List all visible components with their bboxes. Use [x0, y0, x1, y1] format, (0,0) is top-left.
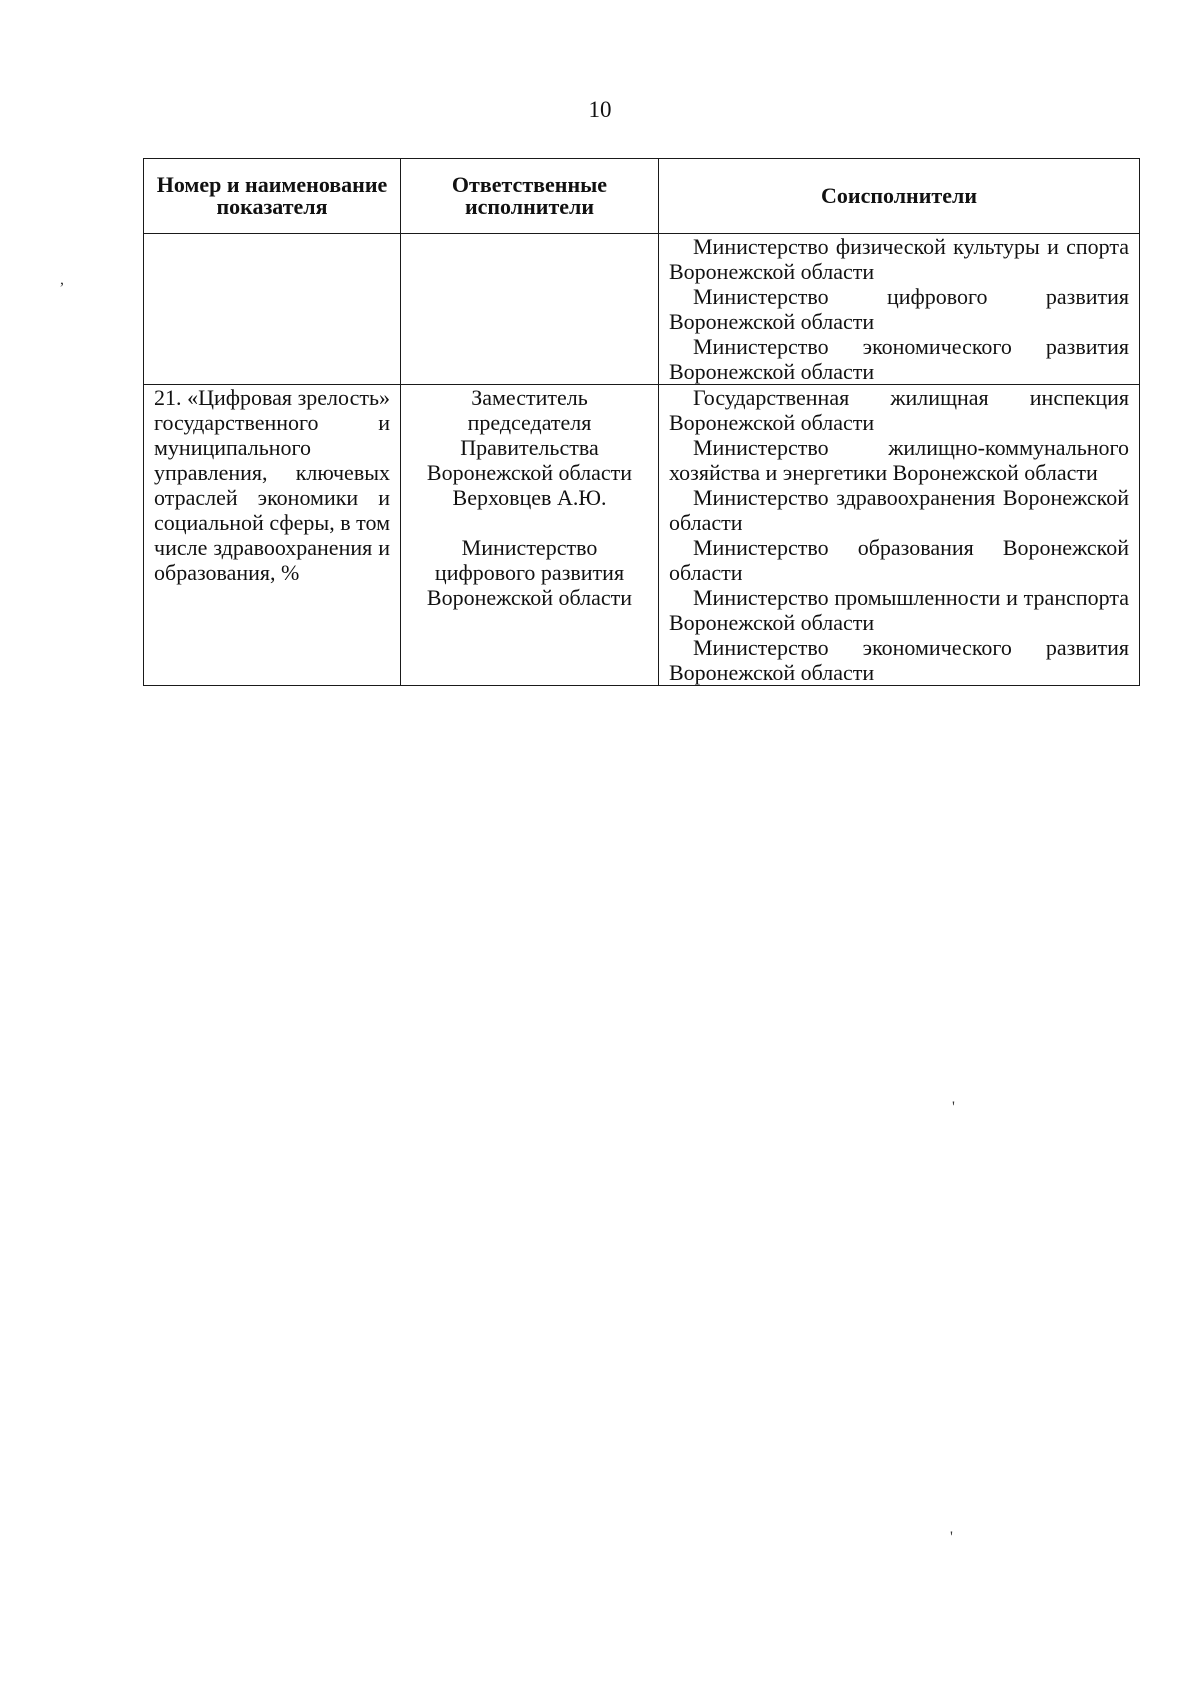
- table-header-row: [144, 159, 1140, 234]
- scan-speck: ': [952, 1099, 955, 1116]
- cell-coexecutors-21: [659, 385, 1140, 686]
- cell-responsible-continued: [401, 234, 659, 385]
- coexecutor-item: Министерство экономического развития Воронежской области: [669, 334, 1129, 384]
- coexecutor-item: Министерство промышленности и транспорта Воронежской области: [669, 585, 1129, 635]
- coexecutor-item: Министерство цифрового развития Воронежской области: [669, 284, 1129, 334]
- coexecutor-item: Министерство экономического развития Воронежской области: [669, 635, 1129, 685]
- responsibility-table: [143, 158, 1140, 686]
- coexecutor-item: Министерство образования Воронежской области: [669, 535, 1129, 585]
- header-responsible: Ответственные исполнители: [401, 159, 659, 234]
- spacer: [411, 510, 648, 535]
- table-row-21: [144, 385, 1140, 686]
- cell-coexecutors-continued: [659, 234, 1140, 385]
- page-number: 10: [588, 97, 612, 122]
- table-row-continued: [144, 234, 1140, 385]
- responsible-person: Заместитель председателя Правительства Воронежской области Верховцев А.Ю.: [426, 385, 633, 510]
- coexecutor-item: Министерство жилищно-коммунального хозяйства и энергетики Воронежской области: [669, 435, 1129, 485]
- header-indicator: Номер и наименование показателя: [144, 159, 401, 234]
- coexecutor-item: Министерство здравоохранения Воронежской области: [669, 485, 1129, 535]
- header-coexecutors: Соисполнители: [659, 159, 1140, 234]
- coexecutor-item: Государственная жилищная инспекция Воронежской области: [669, 385, 1129, 435]
- scan-speck: ': [950, 1529, 953, 1546]
- cell-indicator-21: 21. «Цифровая зрелость» государственного и муниципального управления, ключевых отраслей экономики и социальной сферы, в том числе здравоохранения и образования, %: [144, 385, 401, 686]
- coexecutor-item: Министерство физической культуры и спорта Воронежской области: [669, 234, 1129, 284]
- scan-speck: ,: [60, 271, 64, 288]
- responsible-ministry: Министерство цифрового развития Воронежской области: [426, 535, 633, 610]
- cell-indicator-continued: [144, 234, 401, 385]
- cell-responsible-21: [401, 385, 659, 686]
